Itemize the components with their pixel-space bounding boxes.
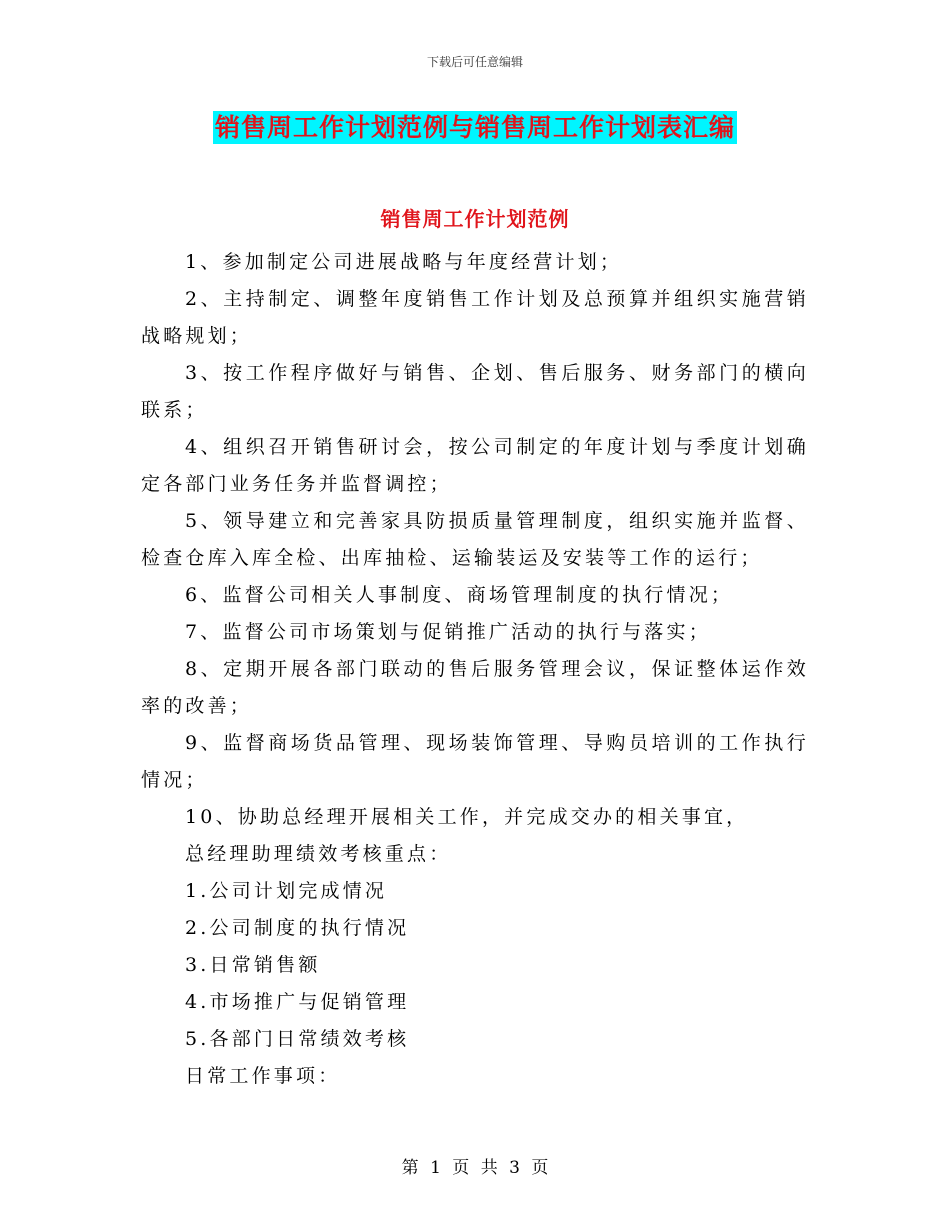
paragraph: 6、监督公司相关人事制度、商场管理制度的执行情况； [185,584,734,606]
review-item: 1.公司计划完成情况 [185,880,388,902]
review-item: 4.市场推广与促销管理 [185,991,410,1013]
document-title-text: 销售周工作计划范例与销售周工作计划表汇编 [214,113,735,142]
page-footer: 第 1 页 共 3 页 [401,1158,549,1178]
paragraph: 3、按工作程序做好与销售、企划、售后服务、财务部门的横向联系； [141,362,809,421]
section-title: 销售周工作计划范例 [380,207,570,231]
paragraph: 7、监督公司市场策划与促销推广活动的执行与落实； [185,621,711,643]
paragraph: 1、参加制定公司进展战略与年度经营计划； [185,251,623,273]
header-note: 下载后可任意编辑 [426,55,523,69]
document-body [141,244,809,1095]
paragraph: 8、定期开展各部门联动的售后服务管理会议，保证整体运作效率的改善； [141,658,809,717]
review-heading: 总经理助理绩效考核重点： [185,843,452,865]
review-item: 3.日常销售额 [185,954,321,976]
document-title [0,108,950,144]
paragraph: 4、组织召开销售研讨会，按公司制定的年度计划与季度计划确定各部门业务任务并监督调控； [141,436,809,495]
paragraph: 10、协助总经理开展相关工作，并完成交办的相关事宜， [185,806,749,828]
paragraph: 2、主持制定、调整年度销售工作计划及总预算并组织实施营销战略规划； [141,288,809,347]
daily-heading: 日常工作事项： [185,1065,341,1087]
review-item: 2.公司制度的执行情况 [185,917,410,939]
review-item: 5.各部门日常绩效考核 [185,1028,410,1050]
paragraph: 5、领导建立和完善家具防损质量管理制度，组织实施并监督、检查仓库入库全检、出库抽检、运输装运及安装等工作的运行； [141,510,809,569]
paragraph: 9、监督商场货品管理、现场装饰管理、导购员培训的工作执行情况； [141,732,809,791]
